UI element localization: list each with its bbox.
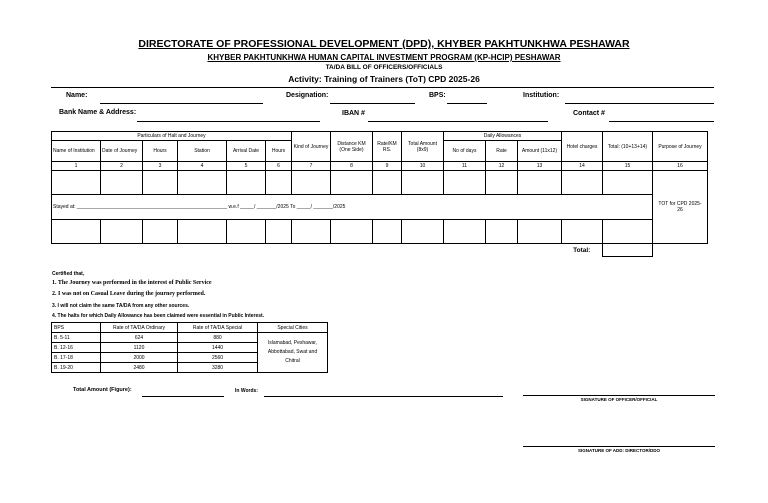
activity-title: Activity: Training of Trainers (ToT) CPD 2025-26 [288,74,480,84]
col-number: 15 [603,162,653,171]
table-cell[interactable] [603,171,653,195]
table-cell[interactable] [486,171,518,195]
table-cell[interactable] [603,220,653,244]
total-cell[interactable] [603,244,653,257]
in-words-field[interactable] [264,396,503,397]
table-cell[interactable] [331,220,373,244]
col-header-13: Amount (11x12) [518,141,562,162]
rates-ordinary: 1120 [101,343,178,353]
total-figure-label: Total Amount (Figure): [73,387,132,393]
certificate-item-3: 3. I will not claim the same TA/DA from any other sources. [52,303,190,309]
rates-bps: B. 12-16 [52,343,101,353]
rates-header-cities: Special Cities [258,323,328,333]
signature-add-line[interactable] [523,446,715,447]
col-header-10: Total Amount (8x9) [402,132,444,162]
bank-field[interactable] [137,121,320,122]
table-cell[interactable] [52,171,101,195]
rates-table [51,322,328,373]
table-cell[interactable] [266,220,292,244]
col-header-3: Hours [143,141,178,162]
iban-label: IBAN # [342,110,365,117]
institution-field[interactable] [565,103,714,104]
col-number: 3 [143,162,178,171]
col-header-7: Kind of Journey [292,132,331,162]
col-header-14: Hotel charges [562,132,603,162]
table-cell[interactable] [486,220,518,244]
col-number: 9 [373,162,402,171]
col-header-16: Purpose of Journey [653,132,708,162]
rates-special: 2560 [178,353,258,363]
table-cell[interactable] [331,171,373,195]
col-number: 10 [402,162,444,171]
table-cell[interactable] [402,171,444,195]
table-cell[interactable] [562,171,603,195]
institution-label: Institution: [523,92,560,99]
table-cell[interactable] [373,171,402,195]
rates-special: 880 [178,333,258,343]
table-cell[interactable] [143,171,178,195]
col-number: 8 [331,162,373,171]
total-label: Total: [573,246,591,254]
in-words-label: In Words: [235,388,258,394]
group-halt-journey: Particulars of Halt and Journey [52,132,292,141]
table-cell[interactable] [227,220,266,244]
col-header-12: Rate [486,141,518,162]
bill-title: TA/DA BILL OF OFFICERS/OFFICIALS [325,64,443,71]
table-cell[interactable] [292,171,331,195]
table-cell[interactable] [101,171,143,195]
col-number: 12 [486,162,518,171]
table-cell[interactable] [178,220,227,244]
col-number: 6 [266,162,292,171]
rates-special: 3280 [178,363,258,373]
signature-officer-label: SIGNATURE OF OFFICER/OFFICIAL [580,397,658,402]
top-rule [51,87,714,88]
col-header-8: Distance KM (One Side) [331,132,373,162]
col-number: 1 [52,162,101,171]
table-cell[interactable] [373,220,402,244]
document-title: DIRECTORATE OF PROFESSIONAL DEVELOPMENT (DPD), KHYBER PAKHTUNKHWA PESHAWAR [138,38,630,50]
certificate-item-1: 1. The Journey was performed in the interest of Public Service [52,280,212,286]
signature-officer-line[interactable] [523,395,715,396]
iban-field[interactable] [368,121,548,122]
bps-label: BPS: [429,92,446,99]
total-figure-field[interactable] [142,396,224,397]
col-number: 13 [518,162,562,171]
bank-label: Bank Name & Address: [59,109,137,116]
col-header-2: Date of Journey [101,141,143,162]
col-header-11: No of days [444,141,486,162]
rates-header-special: Rate of TA/DA Special [178,323,258,333]
table-cell[interactable] [518,220,562,244]
table-cell[interactable] [52,220,101,244]
rates-header-bps: BPS [52,323,101,333]
col-header-1: Name of Institution [52,141,101,162]
certificate-item-2: 2. I was not on Casual Leave during the journey performed. [52,291,206,297]
col-number: 16 [653,162,708,171]
table-cell[interactable] [444,220,486,244]
table-cell[interactable] [518,171,562,195]
certificate-heading: Certified that, [52,271,85,277]
col-header-4: Station [178,141,227,162]
contact-label: Contact # [573,110,605,117]
col-number: 14 [562,162,603,171]
signature-add-label: SIGNATURE OF ADD: DIRECTOR/DDO [578,448,660,453]
stayed-at-row[interactable]: Stayed at: ______________________________________________________ w.e.f _____/ _______/2025 To _____/ _______/2025 [52,195,653,220]
table-cell[interactable] [562,220,603,244]
col-number: 5 [227,162,266,171]
contact-field[interactable] [609,121,714,122]
table-cell[interactable] [143,220,178,244]
rates-bps: B. 19-20 [52,363,101,373]
certificate-item-4: 4. The halts for which Daily Allowance has been claimed were essential in Public Interest. [52,313,265,319]
designation-label: Designation: [286,92,329,99]
name-field[interactable] [100,103,263,104]
col-header-6: Hours [266,141,292,162]
table-cell[interactable] [444,171,486,195]
col-header-9: Rate/KM RS. [373,132,402,162]
designation-field[interactable] [330,103,415,104]
table-cell[interactable] [101,220,143,244]
rates-bps: B. 17-18 [52,353,101,363]
rates-ordinary: 2000 [101,353,178,363]
col-number: 11 [444,162,486,171]
rates-ordinary: 624 [101,333,178,343]
group-daily-allowances: Daily Allowances [444,132,562,141]
table-cell[interactable] [292,220,331,244]
col-header-5: Arrival Date [227,141,266,162]
purpose-cell: TOT for CPD 2025-26 [653,171,708,244]
col-header-15: Total: (10+13+14) [603,132,653,162]
col-number: 2 [101,162,143,171]
special-cities: Islamabad, Peshawar, Abbottabad, Swat and Chitral [258,333,328,373]
col-number: 7 [292,162,331,171]
rates-header-ordinary: Rate of TA/DA Ordinary [101,323,178,333]
bps-field[interactable] [447,103,487,104]
table-cell[interactable] [178,171,227,195]
col-number: 4 [178,162,227,171]
table-cell[interactable] [402,220,444,244]
rates-ordinary: 2480 [101,363,178,373]
name-label: Name: [66,92,88,99]
journey-table [51,131,708,257]
rates-bps: B. 5-11 [52,333,101,343]
program-title: KHYBER PAKHTUNKHWA HUMAN CAPITAL INVESTMENT PROGRAM (KP-HCIP) PESHAWAR [207,53,561,62]
table-cell[interactable] [227,171,266,195]
rates-special: 1440 [178,343,258,353]
table-cell[interactable] [266,171,292,195]
